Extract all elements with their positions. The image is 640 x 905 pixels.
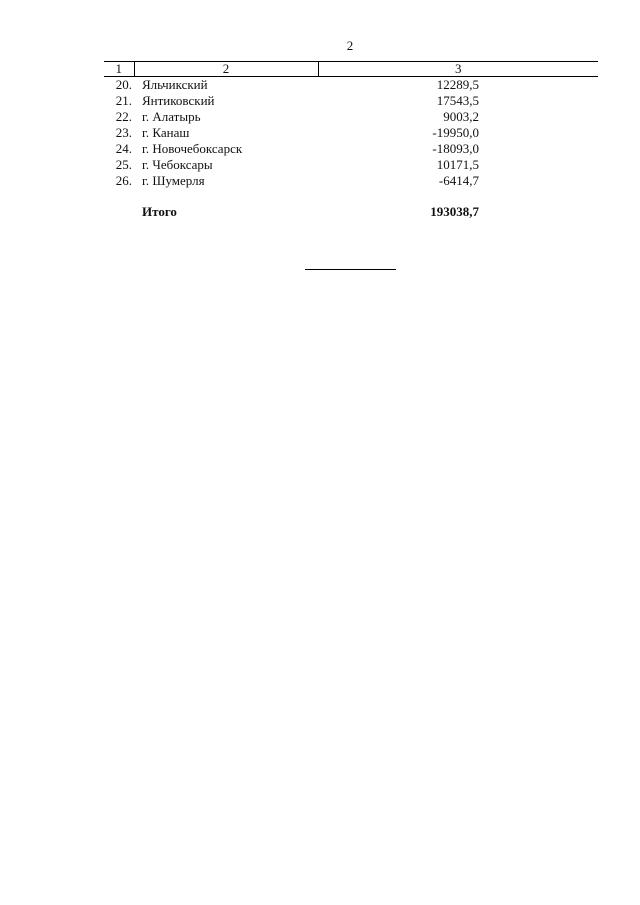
row-name: г. Шумерля [142,173,205,188]
table-row [104,77,598,94]
column-header-number: 1 [104,62,134,77]
budget-table-wrapper [104,61,598,221]
row-name: г. Новочебоксарск [142,141,243,156]
row-number: 22. [115,109,132,124]
table-row [104,173,598,189]
row-name: г. Чебоксары [142,157,213,172]
table-header-row [104,62,598,77]
row-number: 26. [115,173,132,188]
row-name: г. Канаш [142,125,190,140]
total-label: Итого [142,204,177,219]
page-number: 2 [346,38,354,53]
table-row [104,93,598,109]
table-row [104,125,598,141]
table-row [104,157,598,173]
total-value: 193038,7 [430,204,479,219]
row-number: 20. [115,77,132,92]
row-number: 21. [115,93,132,108]
row-name: Янтиковский [142,93,215,108]
table-spacer-row [104,189,598,203]
column-header-name: 2 [134,62,318,77]
row-number: 23. [115,125,132,140]
table-row [104,141,598,157]
row-value: -6414,7 [438,173,479,188]
budget-table [104,61,598,221]
total-row [104,203,598,221]
row-value: -18093,0 [432,141,479,156]
row-name: Яльчикский [142,77,208,92]
row-value: 9003,2 [443,109,479,124]
row-number: 25. [115,157,132,172]
row-value: 12289,5 [436,77,479,92]
end-of-document-rule [305,269,396,270]
row-number: 24. [115,141,132,156]
row-value: -19950,0 [432,125,479,140]
row-value: 17543,5 [436,93,479,108]
table-row [104,109,598,125]
row-name: г. Алатырь [142,109,201,124]
row-value: 10171,5 [436,157,479,172]
column-header-value: 3 [318,62,598,77]
